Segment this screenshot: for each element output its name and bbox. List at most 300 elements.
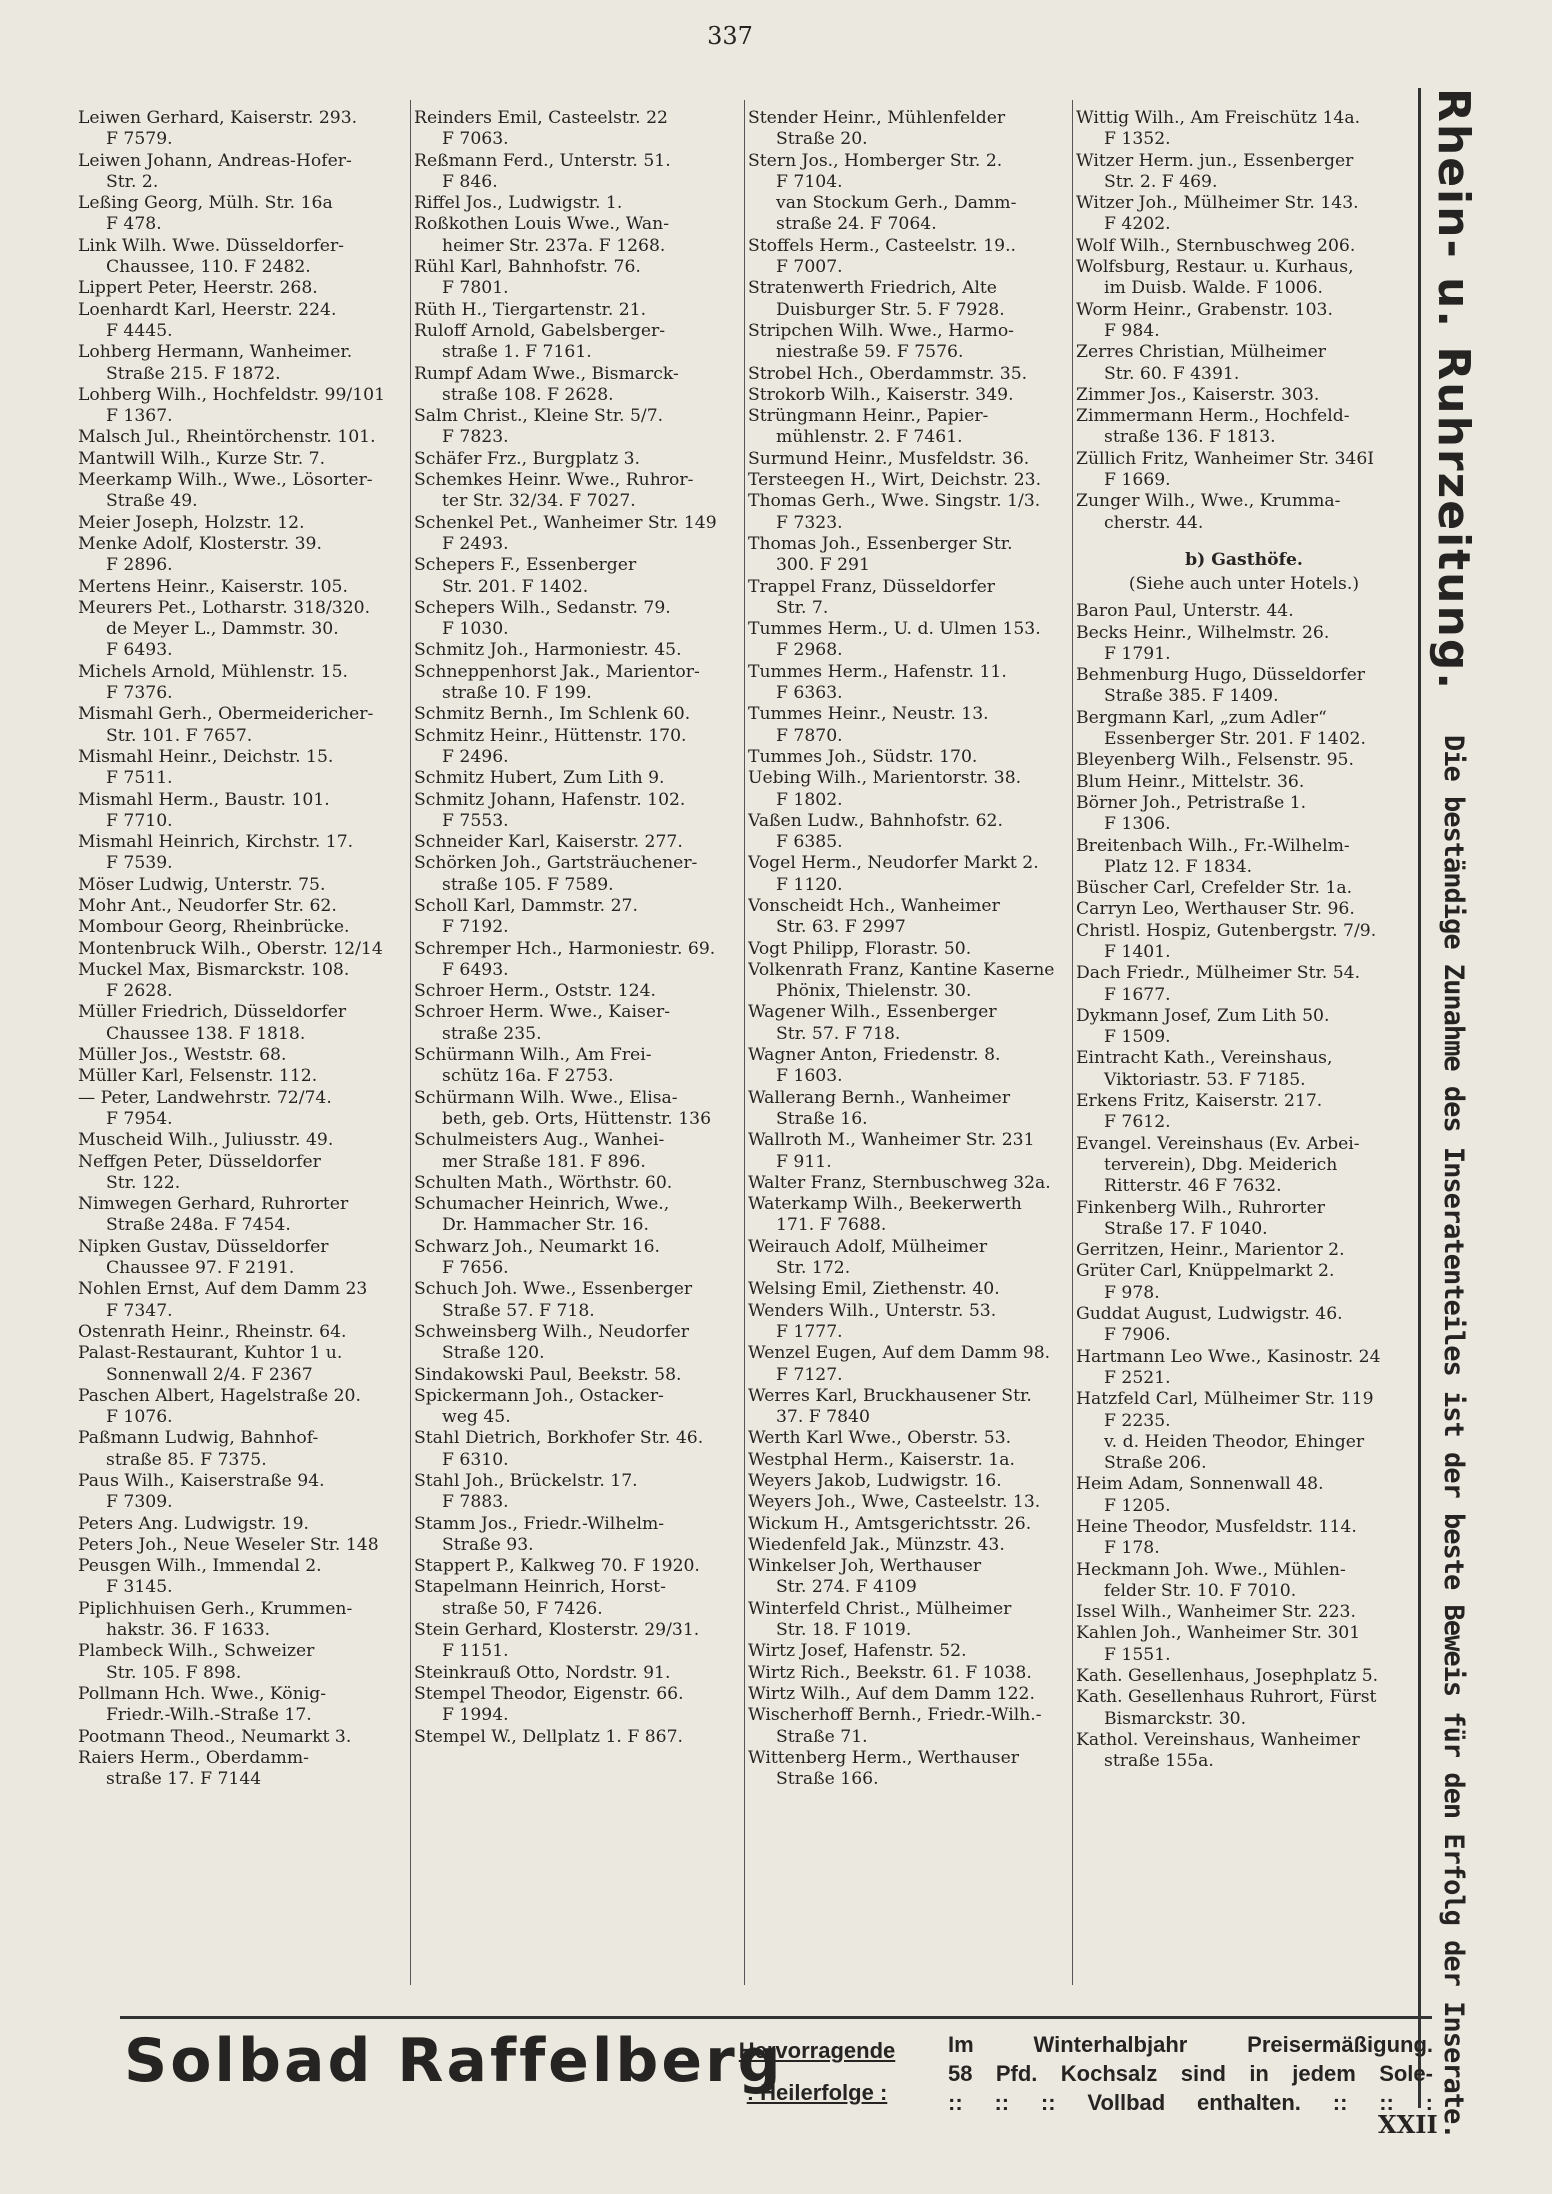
directory-line: Str. 172. [776,1258,851,1279]
directory-line: F 1401. [1104,941,1171,962]
directory-line: F 7309. [106,1492,173,1513]
directory-line: Zimmermann Herm., Hochfeld- [1076,406,1350,427]
directory-line: Müller Friedrich, Düsseldorfer [78,1002,347,1023]
directory-line: Stoffels Herm., Casteelstr. 19.. [748,235,1016,256]
directory-line: van Stockum Gerh., Damm- [776,193,1017,214]
directory-line: Muckel Max, Bismarckstr. 108. [78,959,350,980]
directory-line: Montenbruck Wilh., Oberstr. 12/14 [78,938,383,959]
directory-line: Uebing Wilh., Marientorstr. 38. [748,768,1022,789]
directory-line: Mismahl Heinrich, Kirchstr. 17. [78,832,354,853]
directory-line: Surmund Heinr., Musfeldstr. 36. [748,448,1030,469]
directory-line: Sindakowski Paul, Beekstr. 58. [414,1364,682,1385]
directory-line: Mombour Georg, Rheinbrücke. [78,917,350,938]
directory-line: Str. 60. F 4391. [1104,363,1240,384]
directory-line: Issel Wilh., Wanheimer Str. 223. [1076,1602,1356,1623]
directory-line: F 7883. [442,1492,509,1513]
directory-line: Schepers Wilh., Sedanstr. 79. [414,597,671,618]
directory-line: F 7063. [442,129,509,150]
directory-line: straße 85. F 7375. [106,1449,267,1470]
directory-line: Straße 71. [776,1726,868,1747]
directory-line: F 7553. [442,810,509,831]
directory-line: F 1030. [442,619,509,640]
directory-line: F 1791. [1104,643,1171,664]
directory-line: mühlenstr. 2. F 7461. [776,427,963,448]
directory-line: Raiers Herm., Oberdamm- [78,1747,309,1768]
directory-line: F 7823. [442,427,509,448]
directory-line: Ostenrath Heinr., Rheinstr. 64. [78,1321,347,1342]
directory-line: Phönix, Thielenstr. 30. [776,981,972,1002]
directory-line: Carryn Leo, Werthauser Str. 96. [1076,899,1355,920]
directory-line: Stahl Joh., Brückelstr. 17. [414,1471,638,1491]
directory-line: Stempel W., Dellplatz 1. F 867. [414,1726,683,1747]
directory-line: Guddat August, Ludwigstr. 46. [1076,1304,1343,1325]
directory-line: Schürmann Wilh. Wwe., Elisa- [414,1087,678,1108]
directory-line: Stripchen Wilh. Wwe., Harmo- [748,320,1014,341]
directory-line: Zerres Christian, Mülheimer [1076,342,1326,363]
directory-line: Bleyenberg Wilh., Felsenstr. 95. [1076,750,1354,771]
directory-line: Eintracht Kath., Vereinshaus, [1076,1048,1333,1069]
directory-line: F 984. [1104,320,1160,341]
directory-line: cherstr. 44. [1104,512,1204,533]
directory-line: Str. 101. F 7657. [106,725,253,746]
directory-line: Wallroth M., Wanheimer Str. 231 [748,1130,1035,1151]
directory-line: Kahlen Joh., Wanheimer Str. 301 [1076,1623,1361,1644]
directory-line: Dykmann Josef, Zum Lith 50. [1076,1005,1330,1026]
directory-line: Stappert P., Kalkweg 70. F 1920. [414,1556,700,1577]
directory-line: Essenberger Str. 201. F 1402. [1104,729,1366,750]
directory-line: Werres Karl, Bruckhausener Str. [748,1385,1032,1406]
directory-line: Paschen Albert, Hagelstraße 20. [78,1385,361,1406]
directory-line: Wallerang Bernh., Wanheimer [748,1087,1011,1108]
directory-line: F 1205. [1104,1495,1171,1516]
directory-line: Schremper Hch., Harmoniestr. 69. [414,938,716,959]
directory-line: F 4445. [106,320,173,341]
directory-line: Straße 248a. F 7454. [106,1215,291,1236]
directory-line: Wagener Wilh., Essenberger [748,1002,997,1023]
directory-line: Straße 385. F 1409. [1104,686,1279,707]
directory-line: terverein), Dbg. Meiderich [1104,1154,1338,1175]
directory-line: Mismahl Herm., Baustr. 101. [78,789,330,810]
directory-line: 37. F 7840 [776,1407,870,1428]
directory-line: Piplichhuisen Gerh., Krummen- [78,1598,353,1619]
directory-line: Thomas Gerh., Wwe. Singstr. 1/3. [748,491,1041,512]
directory-line: Blum Heinr., Mittelstr. 36. [1076,771,1305,792]
directory-line: F 6310. [442,1449,509,1470]
directory-line: Roßkothen Louis Wwe., Wan- [414,214,670,235]
directory-line: 171. F 7688. [776,1215,887,1236]
directory-line: Kath. Gesellenhaus, Josephplatz 5. [1076,1666,1379,1687]
directory-line: Vaßen Ludw., Bahnhofstr. 62. [748,810,1003,831]
directory-column-3 [748,108,1070,1790]
directory-line: F 1777. [776,1321,843,1342]
directory-line: Chaussee 97. F 2191. [106,1258,295,1279]
directory-line: Loenhardt Karl, Heerstr. 224. [78,299,337,320]
directory-line: F 6493. [442,959,509,980]
directory-line: straße 50, F 7426. [442,1598,603,1619]
directory-line: Worm Heinr., Grabenstr. 103. [1076,299,1333,320]
directory-line: F 2496. [442,746,509,767]
directory-line: F 6493. [106,640,173,661]
directory-line: Schepers F., Essenberger [414,555,637,576]
directory-line: Leßing Georg, Mülh. Str. 16a [78,193,333,214]
directory-line: de Meyer L., Dammstr. 30. [106,619,339,640]
directory-line: Straße 16. [776,1108,868,1129]
directory-line: Link Wilh. Wwe. Düsseldorfer- [78,235,344,256]
directory-line: Str. 2. F 469. [1104,171,1218,192]
directory-line: Stamm Jos., Friedr.-Wilhelm- [414,1513,665,1534]
directory-line: Rumpf Adam Wwe., Bismarck- [414,363,679,384]
directory-line: F 1352. [1104,129,1171,150]
directory-line: Straße 17. F 1040. [1104,1218,1268,1239]
directory-line: F 3145. [106,1577,173,1598]
directory-line: weg 45. [442,1407,511,1428]
directory-line: Schneppenhorst Jak., Marientor- [414,661,700,682]
directory-line: Paus Wilh., Kaiserstraße 94. [78,1471,325,1491]
directory-line: Wittenberg Herm., Werthauser [748,1747,1019,1768]
directory-line: Bergmann Karl, „zum Adler“ [1076,707,1327,728]
directory-line: Stahl Dietrich, Borkhofer Str. 46. [414,1428,704,1449]
directory-line: F 7954. [106,1108,173,1129]
directory-line: im Duisb. Walde. F 1006. [1104,278,1323,299]
directory-line: Straße 206. [1104,1453,1207,1474]
directory-line: Weyers Jakob, Ludwigstr. 16. [748,1471,1002,1491]
directory-line: Schroer Herm. Wwe., Kaiser- [414,1002,671,1023]
directory-line: F 1994. [442,1705,509,1726]
directory-line: — Peter, Landwehrstr. 72/74. [78,1087,332,1108]
directory-line: Finkenberg Wilh., Ruhrorter [1076,1197,1325,1218]
directory-line: Straße 57. F 718. [442,1300,595,1321]
directory-line: Schumacher Heinrich, Wwe., [414,1194,670,1215]
directory-line: F 6363. [776,683,843,704]
signature-mark: XXII [1378,2110,1438,2139]
directory-line: Mantwill Wilh., Kurze Str. 7. [78,448,326,469]
directory-line: Wolf Wilh., Sternbuschweg 206. [1076,235,1356,256]
directory-line: Welsing Emil, Ziethenstr. 40. [748,1279,1000,1300]
directory-line: Müller Karl, Felsenstr. 112. [78,1066,318,1087]
directory-line: Str. 7. [776,597,829,618]
directory-line: F 7376. [106,683,173,704]
directory-line: Trappel Franz, Düsseldorfer [748,576,995,597]
directory-line: F 4202. [1104,214,1171,235]
directory-line: Heine Theodor, Musfeldstr. 114. [1076,1517,1357,1537]
directory-line: F 1151. [442,1641,509,1662]
directory-line: Straße 215. F 1872. [106,363,281,384]
directory-line: straße 1. F 7161. [442,342,592,363]
directory-line: F 178. [1104,1538,1160,1559]
directory-line: Heim Adam, Sonnenwall 48. [1076,1474,1324,1495]
directory-line: F 1306. [1104,814,1171,835]
directory-line: Duisburger Str. 5. F 7928. [776,299,1005,320]
directory-line: F 7870. [776,725,843,746]
directory-line: Straße 20. [776,129,868,150]
directory-line: F 7511. [106,768,173,789]
directory-line: Dach Friedr., Mülheimer Str. 54. [1076,963,1361,984]
directory-line: F 1802. [776,789,843,810]
directory-line: F 978. [1104,1282,1160,1303]
directory-line: Wittig Wilh., Am Freischütz 14a. [1076,108,1361,128]
directory-line: Gerritzen, Heinr., Marientor 2. [1076,1240,1345,1261]
directory-line: Stein Gerhard, Klosterstr. 29/31. [414,1620,700,1641]
directory-line: Pootmann Theod., Neumarkt 3. [78,1726,352,1747]
directory-line: hakstr. 36. F 1633. [106,1620,271,1641]
directory-line: Wolfsburg, Restaur. u. Kurhaus, [1076,257,1354,278]
directory-line: Vogel Herm., Neudorfer Markt 2. [748,853,1039,874]
newspaper-title: Rhein- u. Ruhrzeitung. [1428,88,1479,692]
directory-line: Bismarckstr. 30. [1104,1708,1247,1729]
directory-line: Tummes Herm., Hafenstr. 11. [748,661,1007,682]
directory-line: Mertens Heinr., Kaiserstr. 105. [78,576,348,597]
directory-line: Lippert Peter, Heerstr. 268. [78,278,318,299]
section-heading: b) Gasthöfe. [1185,549,1303,570]
directory-line: Str. 57. F 718. [776,1023,901,1044]
directory-line: Peusgen Wilh., Immendal 2. [78,1556,322,1577]
directory-line: Züllich Fritz, Wanheimer Str. 346I [1076,448,1375,469]
directory-line: Westphal Herm., Kaiserstr. 1a. [748,1449,1015,1470]
newspaper-slogan: Die beständige Zunahme des Inseratenteiles ist der beste Beweis für den Erfolg der Inserate. [1438,734,1469,2139]
tagline-line-2: : Heilerfolge : [746,2080,888,2105]
advertisement-divider [120,2016,1432,2019]
directory-line: Viktoriastr. 53. F 7185. [1104,1069,1306,1090]
directory-line: F 1603. [776,1066,843,1087]
column-divider [744,100,745,1985]
directory-line: Strokorb Wilh., Kaiserstr. 349. [748,384,1014,405]
directory-line: F 2968. [776,640,843,661]
directory-line: Mismahl Heinr., Deichstr. 15. [78,746,334,767]
directory-line: Tummes Herm., U. d. Ulmen 153. [748,619,1041,640]
directory-line: Waterkamp Wilh., Beekerwerth [748,1194,1022,1215]
directory-line: Malsch Jul., Rheintörchenstr. 101. [78,427,376,448]
directory-line: F 7104. [776,171,843,192]
directory-line: Mismahl Gerh., Obermeidericher- [78,704,374,725]
directory-line: heimer Str. 237a. F 1268. [442,235,666,256]
directory-line: Behmenburg Hugo, Düsseldorfer [1076,665,1365,686]
directory-line: Schweinsberg Wilh., Neudorfer [414,1321,690,1342]
directory-line: Ritterstr. 46 F 7632. [1104,1176,1282,1197]
directory-line: F 7710. [106,810,173,831]
directory-line: Salm Christ., Kleine Str. 5/7. [414,406,664,427]
directory-line: Stapelmann Heinrich, Horst- [414,1577,666,1598]
directory-line: Wirtz Josef, Hafenstr. 52. [748,1641,967,1662]
directory-line: Riffel Jos., Ludwigstr. 1. [414,193,623,214]
directory-line: Mohr Ant., Neudorfer Str. 62. [78,895,337,916]
directory-line: straße 105. F 7589. [442,874,614,895]
directory-line: Meurers Pet., Lotharstr. 318/320. [78,597,371,618]
directory-line: Peters Ang. Ludwigstr. 19. [78,1513,309,1534]
directory-line: Menke Adolf, Klosterstr. 39. [78,533,322,554]
directory-line: Schemkes Heinr. Wwe., Ruhror- [414,470,694,491]
directory-line: F 7801. [442,278,509,299]
directory-line: Wirtz Rich., Beekstr. 61. F 1038. [748,1662,1032,1683]
directory-line: Plambeck Wilh., Schweizer [78,1641,315,1662]
directory-line: Becks Heinr., Wilhelmstr. 26. [1076,622,1330,643]
directory-line: Meier Joseph, Holzstr. 12. [78,512,305,533]
directory-line: Schulten Math., Wörthstr. 60. [414,1172,673,1193]
directory-line: Schmitz Johann, Hafenstr. 102. [414,789,686,810]
directory-line: F 478. [106,214,162,235]
directory-line: Leiwen Gerhard, Kaiserstr. 293. [78,108,358,128]
directory-line: Dr. Hammacher Str. 16. [442,1215,649,1236]
directory-line: Winkelser Joh, Werthauser [748,1556,982,1577]
directory-line: Strobel Hch., Oberdammstr. 35. [748,363,1028,384]
directory-line: Büscher Carl, Crefelder Str. 1a. [1076,878,1353,899]
directory-line: Straße 120. [442,1343,545,1364]
directory-line: Erkens Fritz, Kaiserstr. 217. [1076,1091,1323,1112]
directory-line: Grüter Carl, Knüppelmarkt 2. [1076,1261,1335,1282]
directory-line: Scholl Karl, Dammstr. 27. [414,895,638,916]
directory-line: Breitenbach Wilh., Fr.-Wilhelm- [1076,835,1350,856]
directory-line: Spickermann Joh., Ostacker- [414,1385,664,1406]
directory-line: F 7127. [776,1364,843,1385]
directory-line: Straße 49. [106,491,198,512]
directory-line: niestraße 59. F 7576. [776,342,964,363]
directory-column-2 [414,108,740,1748]
directory-line: Schenkel Pet., Wanheimer Str. 149 [414,512,717,533]
ad-text-line-3: :: :: :: Vollbad enthalten. :: :: : [948,2090,1433,2115]
directory-line: F 911. [776,1151,832,1172]
directory-line: Wenzel Eugen, Auf dem Damm 98. [748,1343,1051,1364]
directory-line: Schneider Karl, Kaiserstr. 277. [414,832,683,853]
directory-line: Wischerhoff Bernh., Friedr.-Wilh.- [748,1705,1042,1726]
directory-line: Sonnenwall 2/4. F 2367 [106,1364,313,1385]
directory-line: Lohberg Wilh., Hochfeldstr. 99/101 [78,384,386,405]
directory-line: mer Straße 181. F 896. [442,1151,646,1172]
directory-line: F 7539. [106,853,173,874]
directory-line: straße 17. F 7144 [106,1769,262,1790]
directory-line: Kathol. Vereinshaus, Wanheimer [1076,1729,1360,1750]
directory-line: Schmitz Hubert, Zum Lith 9. [414,768,665,789]
advertisement-tagline [722,2030,912,2114]
directory-line: F 2235. [1104,1410,1171,1431]
directory-line: Leiwen Johann, Andreas-Hofer- [78,150,352,171]
directory-line: Tummes Joh., Südstr. 170. [748,746,978,767]
directory-line: Muscheid Wilh., Juliusstr. 49. [78,1130,334,1151]
directory-line: Vonscheidt Hch., Wanheimer [748,895,1000,916]
column-divider [1072,100,1073,1985]
directory-line: Thomas Joh., Essenberger Str. [748,533,1013,554]
directory-line: Hatzfeld Carl, Mülheimer Str. 119 [1076,1389,1374,1410]
directory-line: Str. 63. F 2997 [776,917,906,938]
directory-line: Lohberg Hermann, Wanheimer. [78,342,353,363]
directory-line: Nipken Gustav, Düsseldorfer [78,1236,329,1257]
directory-line: Börner Joh., Petristraße 1. [1076,792,1307,813]
directory-line: F 1677. [1104,984,1171,1005]
directory-line: Steinkrauß Otto, Nordstr. 91. [414,1662,671,1683]
sidebar-advertisement [1418,88,1479,2139]
directory-line: Nohlen Ernst, Auf dem Damm 23 [78,1279,368,1300]
advertisement-text [948,2030,1433,2117]
directory-line: 300. F 291 [776,555,870,576]
directory-line: Str. 201. F 1402. [442,576,589,597]
directory-line: Str. 2. [106,171,159,192]
directory-line: F 1509. [1104,1027,1171,1048]
ad-text-line-2: 58 Pfd. Kochsalz sind in jedem Sole- [948,2061,1433,2086]
directory-line: Winterfeld Christ., Mülheimer [748,1598,1012,1619]
directory-line: Meerkamp Wilh., Wwe., Lösorter- [78,470,373,491]
directory-line: F 7579. [106,129,173,150]
directory-line: Schroer Herm., Oststr. 124. [414,981,657,1002]
directory-line: Volkenrath Franz, Kantine Kaserne [748,959,1055,980]
directory-line: Reßmann Ferd., Unterstr. 51. [414,150,671,171]
directory-line: Weirauch Adolf, Mülheimer [748,1236,988,1257]
directory-column-4 [1076,108,1412,1773]
directory-line: Michels Arnold, Mühlenstr. 15. [78,661,349,682]
directory-line: Schürmann Wilh., Am Frei- [414,1045,652,1066]
directory-line: F 7612. [1104,1112,1171,1133]
directory-line: Wenders Wilh., Unterstr. 53. [748,1300,997,1321]
directory-line: Straße 93. [442,1534,534,1555]
directory-line: Vogt Philipp, Florastr. 50. [748,938,972,959]
directory-line: Weyers Joh., Wwe, Casteelstr. 13. [748,1492,1041,1513]
directory-line: straße 235. [442,1023,542,1044]
directory-line: F 2521. [1104,1367,1171,1388]
directory-line: Strüngmann Heinr., Papier- [748,406,989,427]
directory-line: v. d. Heiden Theodor, Ehinger [1104,1431,1365,1452]
directory-line: Christl. Hospiz, Gutenbergstr. 7/9. [1076,920,1377,941]
directory-line: Heckmann Joh. Wwe., Mühlen- [1076,1559,1346,1580]
tagline-line-1: Hervorragende [738,2038,896,2063]
directory-line: Wickum H., Amtsgerichtsstr. 26. [748,1513,1032,1534]
directory-line: F 1669. [1104,470,1171,491]
directory-line: Peters Joh., Neue Weseler Str. 148 [78,1534,379,1555]
directory-line: Stender Heinr., Mühlenfelder [748,108,1006,128]
directory-line: Hartmann Leo Wwe., Kasinostr. 24 [1076,1346,1381,1367]
directory-line: F 7347. [106,1300,173,1321]
directory-line: Zimmer Jos., Kaiserstr. 303. [1076,384,1320,405]
directory-line: Witzer Joh., Mülheimer Str. 143. [1076,193,1359,214]
directory-line: Evangel. Vereinshaus (Ev. Arbei- [1076,1133,1360,1154]
directory-line: ter Str. 32/34. F 7027. [442,491,636,512]
directory-line: Neffgen Peter, Düsseldorfer [78,1151,321,1172]
directory-line: Wiedenfeld Jak., Münzstr. 43. [748,1534,1005,1555]
directory-line: F 7656. [442,1258,509,1279]
directory-line: Müller Jos., Weststr. 68. [78,1045,287,1066]
directory-line: Pollmann Hch. Wwe., König- [78,1683,327,1704]
directory-line: Stempel Theodor, Eigenstr. 66. [414,1683,684,1704]
directory-line: Zunger Wilh., Wwe., Krumma- [1076,491,1341,512]
directory-line: Friedr.-Wilh.-Straße 17. [106,1705,312,1726]
directory-line: F 7192. [442,917,509,938]
advertisement-title: Solbad Raffelberg [124,2026,784,2096]
directory-line: Platz 12. F 1834. [1104,856,1253,877]
directory-line: F 2628. [106,981,173,1002]
page-number: 337 [707,22,753,50]
directory-line: straße 136. F 1813. [1104,427,1276,448]
directory-line: schütz 16a. F 2753. [442,1066,614,1087]
directory-line: Str. 274. F 4109 [776,1577,917,1598]
directory-line: Rüth H., Tiergartenstr. 21. [414,299,647,320]
directory-line: Schmitz Bernh., Im Schlenk 60. [414,704,691,725]
directory-line: Paßmann Ludwig, Bahnhof- [78,1428,319,1449]
directory-line: Stratenwerth Friedrich, Alte [748,278,997,299]
section-subheading: (Siehe auch unter Hotels.) [1128,573,1360,594]
directory-line: beth, geb. Orts, Hüttenstr. 136 [442,1108,712,1129]
directory-line: Chaussee 138. F 1818. [106,1023,306,1044]
directory-line: Walter Franz, Sternbuschweg 32a. [748,1172,1051,1193]
directory-line: F 846. [442,171,498,192]
directory-line: Straße 166. [776,1769,879,1790]
directory-line: Str. 105. F 898. [106,1662,242,1683]
directory-line: Nimwegen Gerhard, Ruhrorter [78,1194,349,1215]
directory-line: F 1076. [106,1407,173,1428]
directory-line: Tersteegen H., Wirt, Deichstr. 23. [748,470,1042,491]
directory-line: Schwarz Joh., Neumarkt 16. [414,1236,661,1257]
directory-line: Wirtz Wilh., Auf dem Damm 122. [748,1683,1035,1704]
directory-line: straße 10. F 199. [442,683,592,704]
directory-line: F 6385. [776,832,843,853]
directory-line: Kath. Gesellenhaus Ruhrort, Fürst [1076,1687,1377,1708]
directory-line: Ruloff Arnold, Gabelsberger- [414,320,666,341]
directory-line: straße 108. F 2628. [442,384,614,405]
